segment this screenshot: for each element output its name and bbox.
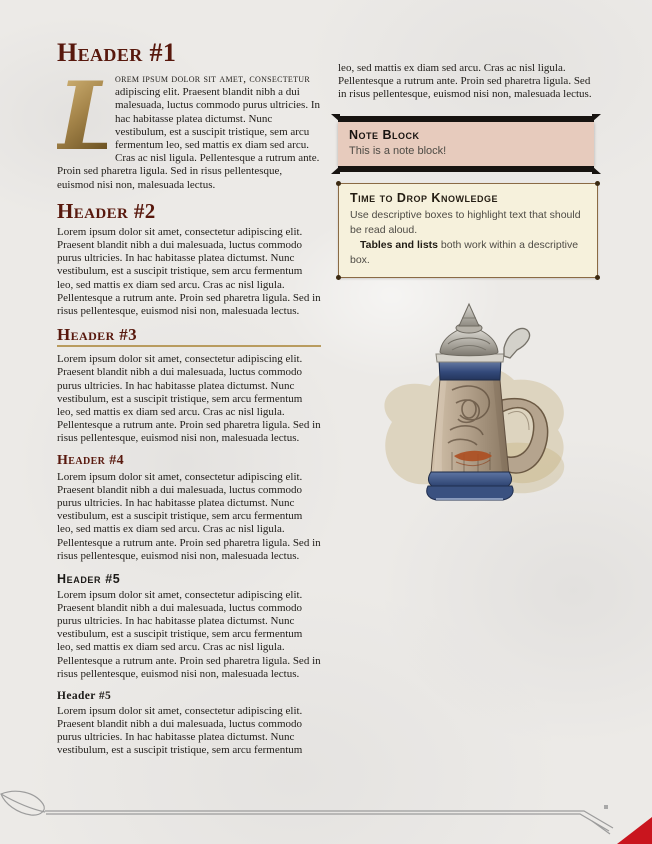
- intro-paragraph: [57, 62, 321, 192]
- left-column: [57, 40, 321, 765]
- note-bar-left-tip: [331, 114, 340, 122]
- note-block-top-bar: [338, 116, 594, 122]
- paragraph-under-header-4: Lorem ipsum dolor sit amet, consectetur adipiscing elit. Praesent blandit nibh a dui malesuada, luctus commodo purus ultricies. In hac habitasse platea dictumst. Nunc vestibulum, est a suscipit tristique, sem arcu fermentum leo, sed mattis ex diam sed arcu. Cras ac nisl ligula. Pellentesque a rutrum ante. Proin sed pharetra ligula. Sed in risus pellentesque, euismod nisi non, malesuada lectus.: [57, 470, 321, 562]
- descriptive-box-title: Time to Drop Knowledge: [350, 190, 498, 205]
- footer-flourish-lines: [1, 791, 613, 834]
- red-corner-triangle: [617, 817, 652, 844]
- corner-dot: [595, 181, 600, 186]
- stein-base: [427, 472, 513, 500]
- note-bar-right-tip: [592, 166, 601, 174]
- continuation-paragraph: leo, sed mattis ex diam sed arcu. Cras ac nisl ligula. Pellentesque a rutrum ante. Proin sed pharetra ligula. Sed in risus pellentesque, euismod nisi non, malesuada lectus.: [338, 62, 592, 101]
- stein-top-band: [436, 354, 504, 380]
- note-block-title: Note Block: [349, 127, 420, 142]
- header-2: Header #2: [57, 198, 156, 223]
- paragraph-2-rest: both work within a descriptive box.: [350, 238, 579, 266]
- header-3: Header #3: [57, 326, 321, 347]
- header-1: Header #1: [57, 38, 177, 67]
- beer-stein-illustration: [352, 302, 584, 516]
- leaf-flourish: [1, 791, 44, 815]
- note-block-body: [338, 122, 594, 166]
- paragraph-under-header-5: Lorem ipsum dolor sit amet, consectetur adipiscing elit. Praesent blandit nibh a dui malesuada, luctus commodo purus ultricies. In hac habitasse platea dictumst. Nunc vestibulum, est a suscipit tristique, sem arcu fermentum leo, sed mattis ex diam sed arcu. Cras ac nisl ligula. Pellentesque a rutrum ante. Proin sed pharetra ligula. Sed in risus pellentesque, euismod nisi non, malesuada lectus.: [57, 588, 321, 680]
- descriptive-box-paragraph: Use descriptive boxes to highlight text that should be read aloud.: [350, 208, 581, 236]
- stein-body: [431, 368, 509, 474]
- drop-cap-letter: L: [57, 62, 124, 172]
- note-bar-left-tip: [331, 166, 340, 174]
- footer-square-dot: [604, 805, 608, 809]
- paragraph-under-header-3: Lorem ipsum dolor sit amet, consectetur adipiscing elit. Praesent blandit nibh a dui malesuada, luctus commodo purus ultricies. In hac habitasse platea dictumst. Nunc vestibulum, est a suscipit tristique, sem arcu fermentum leo, sed mattis ex diam sed arcu. Cras ac nisl ligula. Pellentesque a rutrum ante. Proin sed pharetra ligula. Sed in risus pellentesque, euismod nisi non, malesuada lectus.: [57, 353, 321, 445]
- small-caps-lead: orem ipsum dolor sit amet, consectetur: [115, 73, 311, 85]
- header-5: Header #5: [57, 572, 121, 587]
- truncated-paragraph: Lorem ipsum dolor sit amet, consectetur adipiscing elit. Praesent blandit nibh a dui malesuada, luctus commodo purus ultricies. In hac habitasse platea dictumst. Nunc vestibulum, est a suscipit tristique, sem arcu fermentum: [57, 704, 303, 757]
- paragraph-under-header-2: Lorem ipsum dolor sit amet, consectetur adipiscing elit. Praesent blandit nibh a dui malesuada, luctus commodo purus ultricies. In hac habitasse platea dictumst. Nunc vestibulum, est a suscipit tristique, sem arcu fermentum leo, sed mattis ex diam sed arcu. Cras ac nisl ligula. Pellentesque a rutrum ante. Proin sed pharetra ligula. Sed in risus pellentesque, euismod nisi non, malesuada lectus.: [57, 225, 321, 318]
- note-block-text: This is a note block!: [349, 144, 447, 157]
- note-bar-right-tip: [592, 114, 601, 122]
- bold-lead-in: Tables and lists: [360, 238, 438, 251]
- note-block-bottom-bar: [338, 166, 594, 172]
- page-footer-ornament: [0, 788, 652, 844]
- corner-dot: [595, 275, 600, 280]
- corner-dot: [336, 181, 341, 186]
- header-4: Header #4: [57, 452, 124, 468]
- header-6: Header #5: [57, 690, 112, 703]
- descriptive-box: [338, 183, 598, 278]
- right-column: [338, 62, 598, 516]
- intro-paragraph-text: adipiscing elit. Praesent blandit nibh a dui malesuada, luctus commodo purus ultricies. In hac habitasse platea dictumst. Nunc vestibulum, est a suscipit tristique, sem arcu fermentum leo, sed mattis ex diam sed arcu. Cras ac nisl ligula. Pellentesque a rutrum ante. Proin sed pharetra ligula. Sed in risus pellentesque, euismod nisi non, malesuada lectus.: [57, 86, 320, 191]
- stein-lid: [440, 304, 530, 358]
- corner-dot: [336, 275, 341, 280]
- note-block: [338, 116, 594, 172]
- descriptive-box-paragraph-2: [350, 238, 586, 268]
